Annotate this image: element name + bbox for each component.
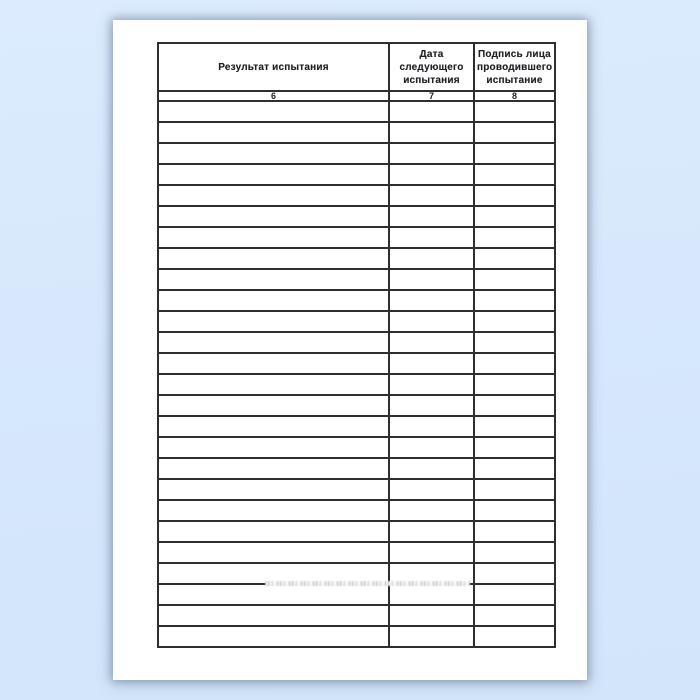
column-number-7: 7 <box>389 91 474 101</box>
empty-cell <box>474 143 555 164</box>
column-number-row <box>158 91 555 101</box>
empty-cell <box>389 563 474 584</box>
empty-cell <box>474 416 555 437</box>
empty-cell <box>158 290 389 311</box>
table-row <box>158 332 555 353</box>
empty-cell <box>389 185 474 206</box>
empty-rows-body <box>158 101 555 647</box>
empty-cell <box>158 479 389 500</box>
empty-cell <box>389 584 474 605</box>
empty-cell <box>158 227 389 248</box>
empty-cell <box>474 332 555 353</box>
empty-cell <box>474 437 555 458</box>
empty-cell <box>474 248 555 269</box>
empty-cell <box>389 311 474 332</box>
empty-cell <box>158 122 389 143</box>
table-row <box>158 101 555 122</box>
table-row <box>158 143 555 164</box>
empty-cell <box>474 521 555 542</box>
header-test-result: Результат испытания <box>158 43 389 91</box>
table-row <box>158 185 555 206</box>
empty-cell <box>389 206 474 227</box>
table-row <box>158 458 555 479</box>
empty-cell <box>158 395 389 416</box>
empty-cell <box>158 269 389 290</box>
empty-cell <box>158 584 389 605</box>
empty-cell <box>474 227 555 248</box>
empty-cell <box>474 185 555 206</box>
table-row <box>158 563 555 584</box>
empty-cell <box>474 458 555 479</box>
empty-cell <box>389 248 474 269</box>
table-row <box>158 122 555 143</box>
column-number-8: 8 <box>474 91 555 101</box>
empty-cell <box>474 500 555 521</box>
empty-cell <box>389 605 474 626</box>
empty-cell <box>389 374 474 395</box>
empty-cell <box>389 101 474 122</box>
table-row <box>158 248 555 269</box>
empty-cell <box>389 122 474 143</box>
table-row <box>158 605 555 626</box>
empty-cell <box>474 479 555 500</box>
empty-cell <box>158 332 389 353</box>
table-row <box>158 584 555 605</box>
empty-cell <box>158 311 389 332</box>
empty-cell <box>158 206 389 227</box>
empty-cell <box>158 416 389 437</box>
empty-cell <box>389 521 474 542</box>
table-row <box>158 542 555 563</box>
empty-cell <box>474 269 555 290</box>
empty-cell <box>158 101 389 122</box>
empty-cell <box>389 353 474 374</box>
empty-cell <box>389 416 474 437</box>
empty-cell <box>389 458 474 479</box>
table-header-row <box>158 43 555 91</box>
empty-cell <box>474 101 555 122</box>
empty-cell <box>389 332 474 353</box>
table-row <box>158 416 555 437</box>
empty-cell <box>158 353 389 374</box>
empty-cell <box>474 206 555 227</box>
empty-cell <box>158 143 389 164</box>
empty-cell <box>158 185 389 206</box>
table-row <box>158 269 555 290</box>
empty-cell <box>474 353 555 374</box>
empty-cell <box>389 269 474 290</box>
table-row <box>158 395 555 416</box>
empty-cell <box>389 437 474 458</box>
empty-cell <box>389 542 474 563</box>
empty-cell <box>474 374 555 395</box>
empty-cell <box>389 290 474 311</box>
empty-cell <box>389 479 474 500</box>
empty-cell <box>474 395 555 416</box>
empty-cell <box>158 500 389 521</box>
empty-cell <box>474 122 555 143</box>
table-row <box>158 626 555 647</box>
table-row <box>158 479 555 500</box>
empty-cell <box>474 626 555 647</box>
column-number-6: 6 <box>158 91 389 101</box>
table-row <box>158 353 555 374</box>
empty-cell <box>474 290 555 311</box>
table-row <box>158 500 555 521</box>
empty-cell <box>474 605 555 626</box>
table-row <box>158 206 555 227</box>
empty-cell <box>158 542 389 563</box>
empty-cell <box>474 584 555 605</box>
table-row <box>158 437 555 458</box>
empty-cell <box>158 164 389 185</box>
empty-cell <box>389 500 474 521</box>
empty-cell <box>158 437 389 458</box>
empty-cell <box>389 227 474 248</box>
empty-cell <box>389 395 474 416</box>
empty-cell <box>158 605 389 626</box>
table-row <box>158 290 555 311</box>
empty-cell <box>158 374 389 395</box>
empty-cell <box>158 521 389 542</box>
empty-cell <box>474 164 555 185</box>
scanned-document-page <box>113 20 587 680</box>
table-row <box>158 311 555 332</box>
table-row <box>158 164 555 185</box>
empty-cell <box>389 164 474 185</box>
empty-cell <box>158 248 389 269</box>
empty-cell <box>474 542 555 563</box>
empty-cell <box>158 626 389 647</box>
empty-cell <box>158 563 389 584</box>
empty-cell <box>389 143 474 164</box>
table-row <box>158 521 555 542</box>
test-log-table <box>157 42 556 648</box>
header-tester-signature: Подпись лица проводившего испытание <box>474 43 555 91</box>
empty-cell <box>474 311 555 332</box>
empty-cell <box>389 626 474 647</box>
header-next-test-date: Дата следующего испытания <box>389 43 474 91</box>
empty-cell <box>474 563 555 584</box>
table-row <box>158 227 555 248</box>
table-row <box>158 374 555 395</box>
empty-cell <box>158 458 389 479</box>
